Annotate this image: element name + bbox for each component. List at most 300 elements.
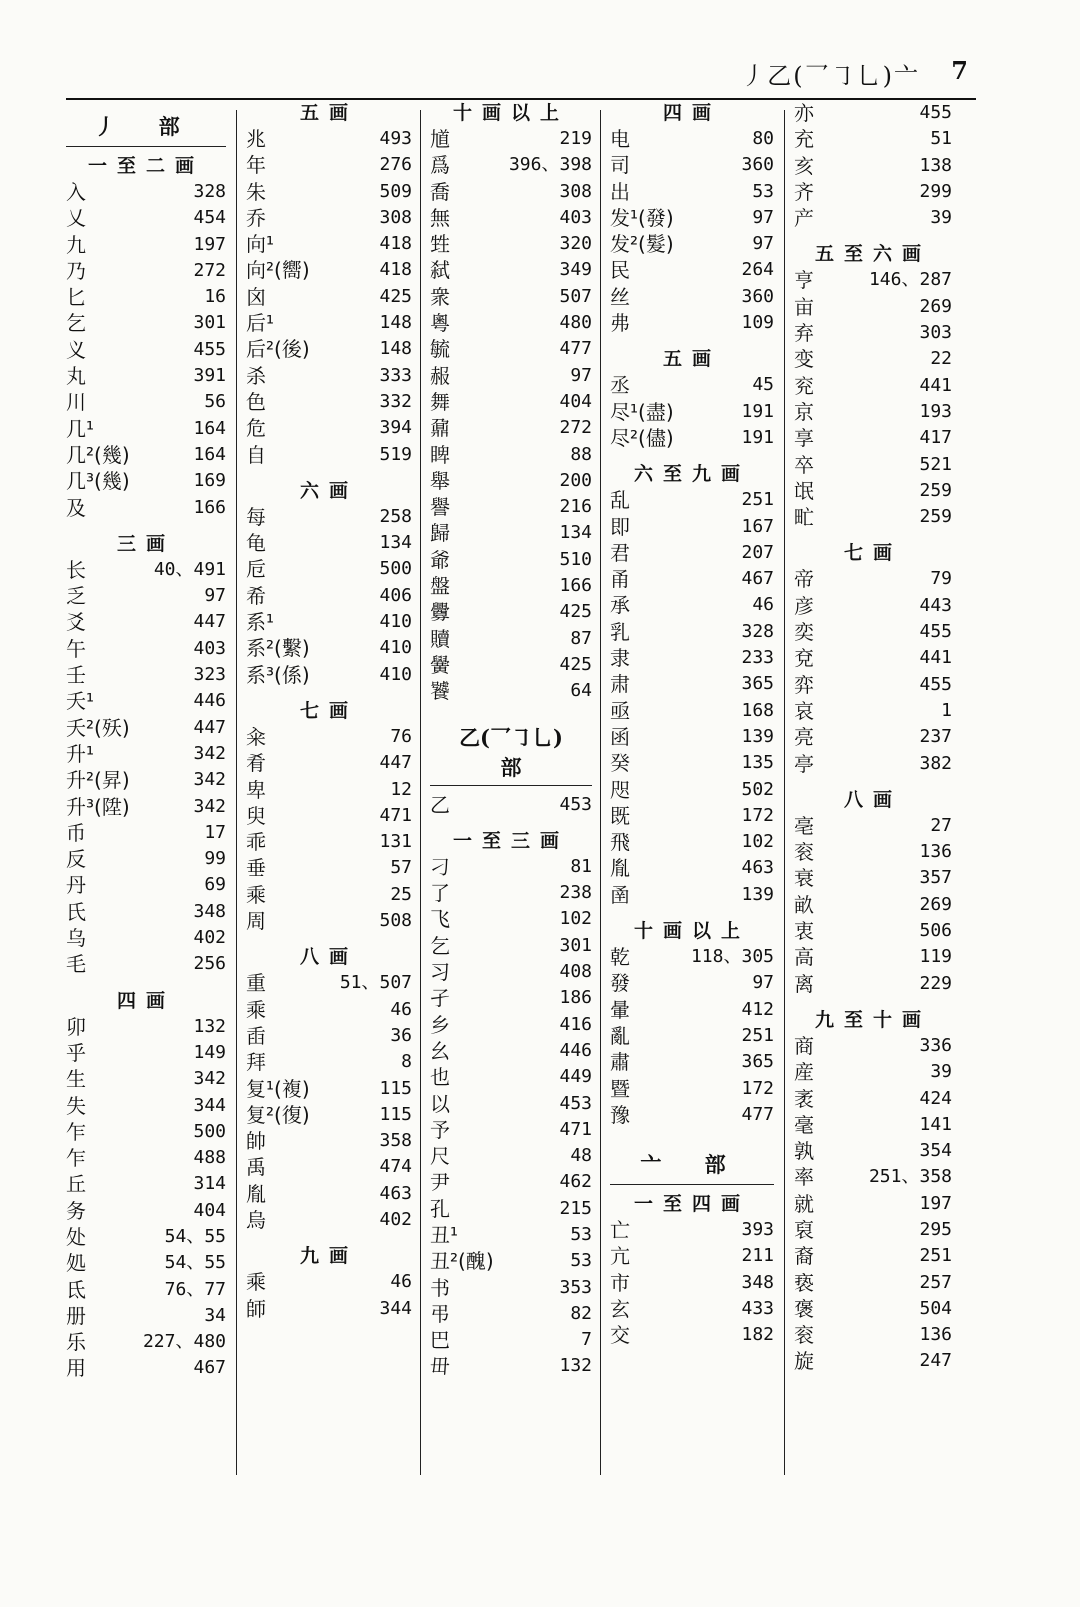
entry-character: 即: [610, 514, 630, 539]
index-entry: [246, 583, 412, 609]
entry-page-number: 453: [559, 1092, 592, 1114]
index-entry: [794, 179, 952, 205]
index-entry: [66, 258, 226, 284]
entry-page-number: 264: [741, 259, 774, 281]
entry-page-number: 102: [741, 831, 774, 853]
index-entry: [610, 1217, 774, 1243]
entry-page-number: 251: [741, 489, 774, 511]
entry-page-number: 54、55: [164, 1225, 226, 1247]
entry-page-number: 139: [741, 725, 774, 747]
entry-character: 乍: [66, 1119, 86, 1144]
entry-character: 丑²(醜): [430, 1249, 494, 1274]
entry-page-number: 211: [741, 1245, 774, 1267]
index-entry: [430, 547, 592, 573]
index-entry: [66, 442, 226, 468]
entry-page-number: 136: [919, 1324, 952, 1346]
entry-page-number: 441: [919, 374, 952, 396]
entry-character: 民: [610, 258, 630, 283]
entry-character: 享: [794, 426, 814, 451]
index-entry: [66, 1329, 226, 1355]
entry-character: 乃: [66, 258, 86, 283]
entry-page-number: 365: [741, 1051, 774, 1073]
entry-page-number: 39: [930, 1061, 952, 1083]
stroke-count-heading: 十画以上: [452, 102, 569, 124]
entry-character: 爻: [66, 610, 86, 635]
entry-character: 粵: [430, 311, 450, 336]
entry-page-number: 488: [193, 1147, 226, 1169]
entry-page-number: 259: [919, 506, 952, 528]
index-entry: [246, 1154, 412, 1180]
entry-character: 尽¹(盡): [610, 399, 674, 424]
index-entry: [430, 985, 592, 1011]
entry-character: 复¹(複): [246, 1076, 310, 1101]
index-entry: [794, 698, 952, 724]
entry-page-number: 57: [390, 857, 412, 879]
entry-character: 乘: [246, 882, 266, 907]
index-entry: [794, 1112, 952, 1138]
entry-page-number: 48: [570, 1145, 592, 1167]
entry-page-number: 251: [741, 1024, 774, 1046]
entry-character: 亳: [794, 813, 814, 838]
entry-page-number: 27: [930, 814, 952, 836]
index-entry: [66, 468, 226, 494]
index-entry: [430, 1064, 592, 1090]
entry-page-number: 79: [930, 568, 952, 590]
entry-page-number: 323: [193, 664, 226, 686]
index-entry: [66, 662, 226, 688]
entry-character: 书: [430, 1275, 450, 1300]
entry-character: 処: [66, 1251, 86, 1276]
entry-character: 毓: [430, 337, 450, 362]
entry-page-number: 502: [741, 778, 774, 800]
entry-character: 卮: [246, 557, 266, 582]
entry-page-number: 510: [559, 548, 592, 570]
index-entry: [794, 1191, 952, 1217]
entry-character: 向²(嚮): [246, 258, 310, 283]
entry-page-number: 418: [379, 259, 412, 281]
entry-character: 既: [610, 803, 630, 828]
index-entry: [610, 1049, 774, 1075]
entry-page-number: 467: [741, 568, 774, 590]
index-entry: [610, 205, 774, 231]
index-entry: [246, 829, 412, 855]
entry-character: 囟: [246, 284, 266, 309]
spacer: [430, 1380, 592, 1390]
index-entry: [66, 925, 226, 951]
page-number: 7: [951, 56, 968, 85]
entry-page-number: 88: [570, 443, 592, 465]
entry-character: 向¹: [246, 232, 275, 257]
index-entry: [794, 839, 952, 865]
index-entry: [430, 1248, 592, 1274]
stroke-count-heading: 四画: [662, 102, 721, 124]
index-column-5: [794, 100, 952, 1480]
entry-character: 弑: [430, 258, 450, 283]
entry-character: 釁: [430, 600, 450, 625]
entry-page-number: 115: [379, 1103, 412, 1125]
index-entry: [246, 882, 412, 908]
index-column-1: [66, 100, 226, 1480]
entry-page-number: 149: [193, 1041, 226, 1063]
index-entry: [794, 1086, 952, 1112]
index-entry: [66, 310, 226, 336]
entry-page-number: 164: [193, 443, 226, 465]
entry-page-number: 256: [193, 953, 226, 975]
index-column-2: [246, 100, 412, 1480]
entry-character: 弗: [610, 311, 630, 336]
entry-page-number: 320: [559, 233, 592, 255]
stroke-count-heading: 六画: [299, 479, 358, 502]
entry-character: 亵: [794, 1270, 814, 1295]
entry-page-number: 467: [193, 1357, 226, 1379]
entry-character: 赧: [430, 363, 450, 388]
index-entry: [794, 645, 952, 671]
entry-page-number: 134: [559, 522, 592, 544]
entry-page-number: 238: [559, 882, 592, 904]
entry-page-number: 136: [919, 841, 952, 863]
index-entry: [246, 152, 412, 178]
index-entry: [246, 1207, 412, 1233]
index-entry: [430, 257, 592, 283]
entry-character: 乏: [66, 584, 86, 609]
entry-page-number: 480: [559, 312, 592, 334]
entry-character: 入: [66, 180, 86, 204]
entry-character: 睥: [430, 442, 450, 467]
index-entry: [246, 442, 412, 468]
index-entry: [246, 1023, 412, 1049]
entry-page-number: 402: [379, 1208, 412, 1230]
index-entry: [430, 1012, 592, 1038]
entry-page-number: 12: [390, 778, 412, 800]
entry-character: 黌: [430, 652, 450, 677]
entry-page-number: 7: [581, 1329, 592, 1351]
spacer: [246, 934, 412, 944]
entry-page-number: 342: [193, 795, 226, 817]
entry-page-number: 418: [379, 233, 412, 255]
index-entry: [246, 777, 412, 803]
index-entry: [246, 1181, 412, 1207]
index-entry: [246, 257, 412, 283]
entry-character: 龟: [246, 531, 266, 556]
entry-character: 乂: [66, 206, 86, 231]
entry-character: 用: [66, 1356, 86, 1381]
index-entry: [610, 944, 774, 970]
entry-character: 后²(後): [246, 337, 310, 362]
index-entry: [430, 1301, 592, 1327]
entry-page-number: 97: [752, 233, 774, 255]
spacer: [246, 688, 412, 698]
index-entry: [246, 205, 412, 231]
entry-character: 哀: [794, 698, 814, 723]
entry-character: 务: [66, 1198, 86, 1223]
entry-character: 衰: [794, 866, 814, 891]
entry-character: 后¹: [246, 311, 275, 336]
index-entry: [430, 152, 592, 178]
entry-page-number: 493: [379, 128, 412, 149]
entry-page-number: 454: [193, 207, 226, 229]
entry-page-number: 446: [559, 1039, 592, 1061]
entry-character: 籴: [246, 724, 266, 749]
entry-page-number: 257: [919, 1271, 952, 1293]
entry-character: 川: [66, 390, 86, 415]
entry-page-number: 396、398: [508, 154, 592, 176]
index-entry: [66, 179, 226, 205]
entry-character: 亭: [794, 751, 814, 776]
entry-character: 升²(昇): [66, 768, 130, 793]
index-entry: [246, 310, 412, 336]
index-entry: [430, 520, 592, 546]
entry-character: 裔: [794, 1244, 814, 1269]
entry-character: 夭²(殀): [66, 715, 130, 740]
entry-character: 君: [610, 540, 630, 565]
entry-character: 圅: [610, 882, 630, 907]
entry-page-number: 22: [930, 348, 952, 370]
index-entry: [794, 566, 952, 592]
entry-page-number: 45: [752, 374, 774, 396]
entry-character: 肴: [246, 751, 266, 776]
entry-page-number: 16: [204, 286, 226, 308]
entry-character: 垂: [246, 856, 266, 881]
entry-character: 豫: [610, 1102, 630, 1127]
stroke-count-heading: 七画: [299, 699, 358, 722]
entry-page-number: 80: [752, 128, 774, 149]
entry-character: 升¹: [66, 741, 95, 766]
entry-page-number: 8: [401, 1051, 412, 1073]
entry-character: 齐: [794, 179, 814, 204]
index-entry: [430, 442, 592, 468]
index-entry: [430, 1196, 592, 1222]
index-entry: [66, 1277, 226, 1303]
entry-character: 希: [246, 583, 266, 608]
entry-character: 离: [794, 971, 814, 996]
entry-page-number: 46: [390, 1271, 412, 1293]
index-entry: [430, 933, 592, 959]
index-entry: [66, 1250, 226, 1276]
spacer: [66, 1382, 226, 1392]
entry-page-number: 53: [570, 1223, 592, 1245]
index-entry: [246, 179, 412, 205]
index-entry: [794, 971, 952, 997]
entry-page-number: 295: [919, 1218, 952, 1240]
entry-page-number: 17: [204, 821, 226, 843]
spacer: [246, 468, 412, 478]
entry-page-number: 109: [741, 312, 774, 334]
index-entry: [66, 284, 226, 310]
entry-page-number: 417: [919, 427, 952, 449]
entry-page-number: 455: [919, 673, 952, 695]
entry-page-number: 412: [741, 998, 774, 1020]
stroke-count-heading: 九至十画: [814, 1008, 931, 1031]
index-entry: [246, 530, 412, 556]
entry-character: 喬: [430, 179, 450, 204]
index-entry: [430, 792, 592, 818]
entry-page-number: 46: [752, 594, 774, 616]
entry-page-number: 251、358: [868, 1166, 952, 1188]
entry-character: 贖: [430, 626, 450, 651]
entry-character: 暈: [610, 997, 630, 1022]
index-entry: [610, 566, 774, 592]
index-entry: [430, 1353, 592, 1379]
entry-character: 裒: [794, 1217, 814, 1242]
entry-character: 予: [430, 1117, 450, 1142]
entry-character: 舞: [430, 389, 450, 414]
entry-character: 几²(幾): [66, 442, 130, 467]
stroke-count-heading: 八画: [843, 788, 902, 811]
stroke-count-heading: 四画: [116, 989, 175, 1012]
index-entry: [430, 389, 592, 415]
index-entry: [246, 997, 412, 1023]
index-entry: [66, 1093, 226, 1119]
entry-character: 发²(髮): [610, 232, 674, 257]
index-entry: [430, 468, 592, 494]
index-entry: [430, 179, 592, 205]
index-entry: [430, 959, 592, 985]
index-entry: [430, 1327, 592, 1353]
spacer: [794, 997, 952, 1007]
entry-character: 飞: [430, 907, 450, 932]
index-entry: [610, 1296, 774, 1322]
entry-character: 孰: [794, 1139, 814, 1164]
entry-character: 奕: [794, 620, 814, 645]
stroke-count-heading: 一至三画: [452, 829, 569, 852]
entry-character: 馗: [430, 127, 450, 151]
spacer: [430, 705, 592, 715]
entry-page-number: 251: [919, 1245, 952, 1267]
entry-page-number: 410: [379, 611, 412, 633]
entry-page-number: 403: [559, 206, 592, 228]
entry-page-number: 403: [193, 637, 226, 659]
entry-character: 发¹(發): [610, 205, 674, 230]
index-entry: [610, 1023, 774, 1049]
index-entry: [246, 855, 412, 881]
entry-page-number: 132: [559, 1355, 592, 1377]
entry-page-number: 425: [559, 601, 592, 623]
entry-character: 壬: [66, 663, 86, 688]
entry-page-number: 402: [193, 927, 226, 949]
index-entry: [794, 672, 952, 698]
entry-character: 失: [66, 1093, 86, 1118]
spacer: [66, 521, 226, 531]
entry-character: 乳: [610, 619, 630, 644]
spacer: [246, 1322, 412, 1332]
entry-character: 午: [66, 636, 86, 661]
entry-page-number: 169: [193, 470, 226, 492]
entry-character: 册: [66, 1303, 86, 1328]
column-divider: [420, 110, 421, 1475]
entry-page-number: 477: [741, 1103, 774, 1125]
entry-page-number: 207: [741, 541, 774, 563]
index-entry: [610, 310, 774, 336]
index-entry: [610, 540, 774, 566]
entry-page-number: 328: [741, 620, 774, 642]
index-entry: [610, 487, 774, 513]
entry-page-number: 360: [741, 285, 774, 307]
index-entry: [794, 373, 952, 399]
index-entry: [246, 363, 412, 389]
entry-character: 衮: [794, 1323, 814, 1348]
index-entry: [430, 678, 592, 704]
index-entry: [66, 1355, 226, 1381]
entry-character: 暨: [610, 1076, 630, 1101]
index-entry: [246, 970, 412, 996]
index-entry: [794, 100, 952, 126]
entry-character: 亥: [794, 153, 814, 178]
entry-page-number: 508: [379, 910, 412, 932]
entry-character: 周: [246, 909, 266, 934]
entry-character: 处: [66, 1224, 86, 1249]
index-entry: [610, 803, 774, 829]
entry-character: 氏: [66, 899, 86, 924]
entry-character: 匕: [66, 285, 86, 310]
entry-page-number: 328: [193, 181, 226, 202]
entry-page-number: 97: [570, 364, 592, 386]
index-entry: [794, 1270, 952, 1296]
index-entry: [246, 336, 412, 362]
entry-page-number: 443: [919, 594, 952, 616]
index-entry: [66, 820, 226, 846]
entry-page-number: 272: [559, 417, 592, 439]
entry-character: 弔: [430, 1301, 450, 1326]
entry-character: 旋: [794, 1349, 814, 1374]
entry-character: 肃: [610, 672, 630, 697]
entry-character: 乘: [246, 997, 266, 1022]
index-entry: [794, 126, 952, 152]
entry-page-number: 333: [379, 364, 412, 386]
index-entry: [246, 724, 412, 750]
entry-page-number: 474: [379, 1156, 412, 1178]
index-entry: [610, 777, 774, 803]
index-entry: [246, 609, 412, 635]
entry-character: 亟: [610, 698, 630, 723]
entry-page-number: 314: [193, 1173, 226, 1195]
entry-character: 乔: [246, 205, 266, 230]
index-entry: [610, 284, 774, 310]
entry-page-number: 441: [919, 647, 952, 669]
entry-character: 袤: [794, 1086, 814, 1111]
entry-page-number: 519: [379, 443, 412, 465]
entry-page-number: 406: [379, 584, 412, 606]
index-entry: [246, 126, 412, 152]
entry-character: 充: [794, 127, 814, 152]
entry-page-number: 131: [379, 831, 412, 853]
entry-page-number: 447: [379, 752, 412, 774]
spacer: [610, 1349, 774, 1359]
entry-character: 杀: [246, 363, 266, 388]
index-entry: [794, 751, 952, 777]
index-entry: [794, 267, 952, 293]
entry-page-number: 301: [559, 934, 592, 956]
entry-page-number: 408: [559, 961, 592, 983]
index-entry: [794, 1296, 952, 1322]
index-entry: [246, 1296, 412, 1322]
entry-page-number: 134: [379, 532, 412, 554]
index-entry: [610, 750, 774, 776]
index-entry: [610, 231, 774, 257]
entry-character: 饕: [430, 679, 450, 704]
entry-page-number: 404: [193, 1199, 226, 1221]
index-entry: [246, 1128, 412, 1154]
index-entry: [246, 662, 412, 688]
index-entry: [246, 803, 412, 829]
entry-character: 乱: [610, 488, 630, 513]
entry-character: 肅: [610, 1050, 630, 1075]
entry-character: 烏: [246, 1207, 266, 1232]
index-entry: [246, 635, 412, 661]
index-entry: [66, 583, 226, 609]
entry-page-number: 504: [919, 1297, 952, 1319]
stroke-count-heading: 五画: [299, 102, 358, 124]
index-entry: [66, 389, 226, 415]
